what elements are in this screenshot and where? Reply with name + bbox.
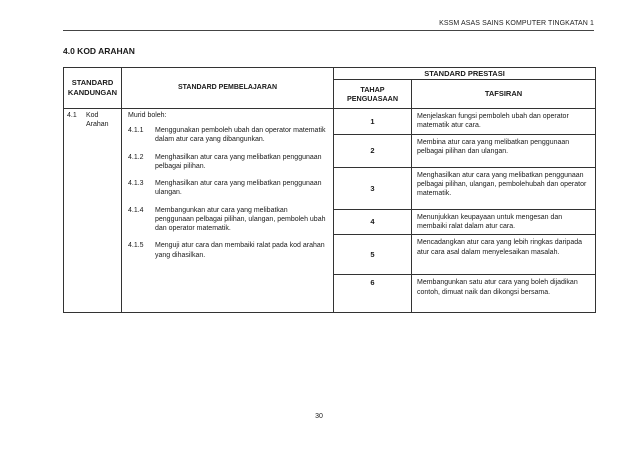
pembelajaran-item-number: 4.1.5 (128, 242, 144, 250)
tahap-level-1: 1 (334, 109, 412, 135)
tafsiran-level-6: Membangunkan satu atur cara yang boleh dijadikan contoh, dimuat naik dan dikongsi bersama. (412, 275, 596, 313)
pembelajaran-item (128, 206, 327, 234)
tahap-level-5: 5 (334, 235, 412, 275)
tafsiran-level-5: Mencadangkan atur cara yang lebih ringkas daripada atur cara asal dalam menyelesaikan masalah. (412, 235, 596, 275)
pembelajaran-item (128, 126, 327, 144)
standards-table (63, 67, 596, 313)
pembelajaran-intro: Murid boleh: (128, 112, 167, 119)
pembelajaran-item-text: Menghasilkan atur cara yang melibatkan penggunaan pelbagai pilihan. (155, 153, 322, 170)
pembelajaran-item-number: 4.1.2 (128, 153, 144, 161)
header-tafsiran: TAFSIRAN (412, 80, 596, 109)
tahap-level-4: 4 (334, 210, 412, 235)
pembelajaran-item (128, 153, 327, 171)
tahap-level-3: 3 (334, 168, 412, 210)
tafsiran-level-3: Menghasilkan atur cara yang melibatkan penggunaan pelbagai pilihan, ulangan, pembolehubah dan operator matematik. (412, 168, 596, 210)
header-standard-prestasi: STANDARD PRESTASI (334, 68, 596, 80)
tahap-level-2: 2 (334, 135, 412, 168)
pembelajaran-item-text: Menghasilkan atur cara yang melibatkan penggunaan ulangan. (155, 180, 322, 197)
running-header: KSSM ASAS SAINS KOMPUTER TINGKATAN 1 (439, 20, 594, 27)
pembelajaran-item-text: Menguji atur cara dan membaiki ralat pada kod arahan yang dihasilkan. (155, 242, 325, 259)
pembelajaran-item-text: Membangunkan atur cara yang melibatkan penggunaan pelbagai pilihan, ulangan, pemboleh ubah dan operator matematik. (155, 206, 326, 233)
header-standard-pembelajaran: STANDARD PEMBELAJARAN (122, 68, 334, 109)
section-title: 4.0 KOD ARAHAN (63, 46, 135, 56)
pembelajaran-item (128, 179, 327, 197)
header-rule (63, 30, 594, 31)
header-tahap-penguasaan: TAHAP PENGUASAAN (334, 80, 412, 109)
pembelajaran-item-number: 4.1.4 (128, 206, 144, 214)
pembelajaran-cell (122, 109, 334, 313)
tafsiran-level-4: Menunjukkan keupayaan untuk mengesan dan membaiki ralat dalam atur cara. (412, 210, 596, 235)
kandungan-title: Kod Arahan (86, 112, 109, 129)
page-number: 30 (315, 413, 323, 420)
pembelajaran-item-number: 4.1.1 (128, 127, 144, 135)
pembelajaran-item-number: 4.1.3 (128, 180, 144, 188)
tafsiran-level-1: Menjelaskan fungsi pemboleh ubah dan operator matematik atur cara. (412, 109, 596, 135)
tahap-level-6: 6 (334, 275, 412, 313)
kandungan-number: 4.1 (67, 112, 77, 119)
tafsiran-level-2: Membina atur cara yang melibatkan penggunaan pelbagai pilihan dan ulangan. (412, 135, 596, 168)
pembelajaran-item (128, 241, 327, 259)
kandungan-cell (64, 109, 122, 313)
header-standard-kandungan: STANDARD KANDUNGAN (64, 68, 122, 109)
pembelajaran-item-text: Menggunakan pemboleh ubah dan operator matematik dalam atur cara yang dibangunkan. (155, 127, 326, 144)
